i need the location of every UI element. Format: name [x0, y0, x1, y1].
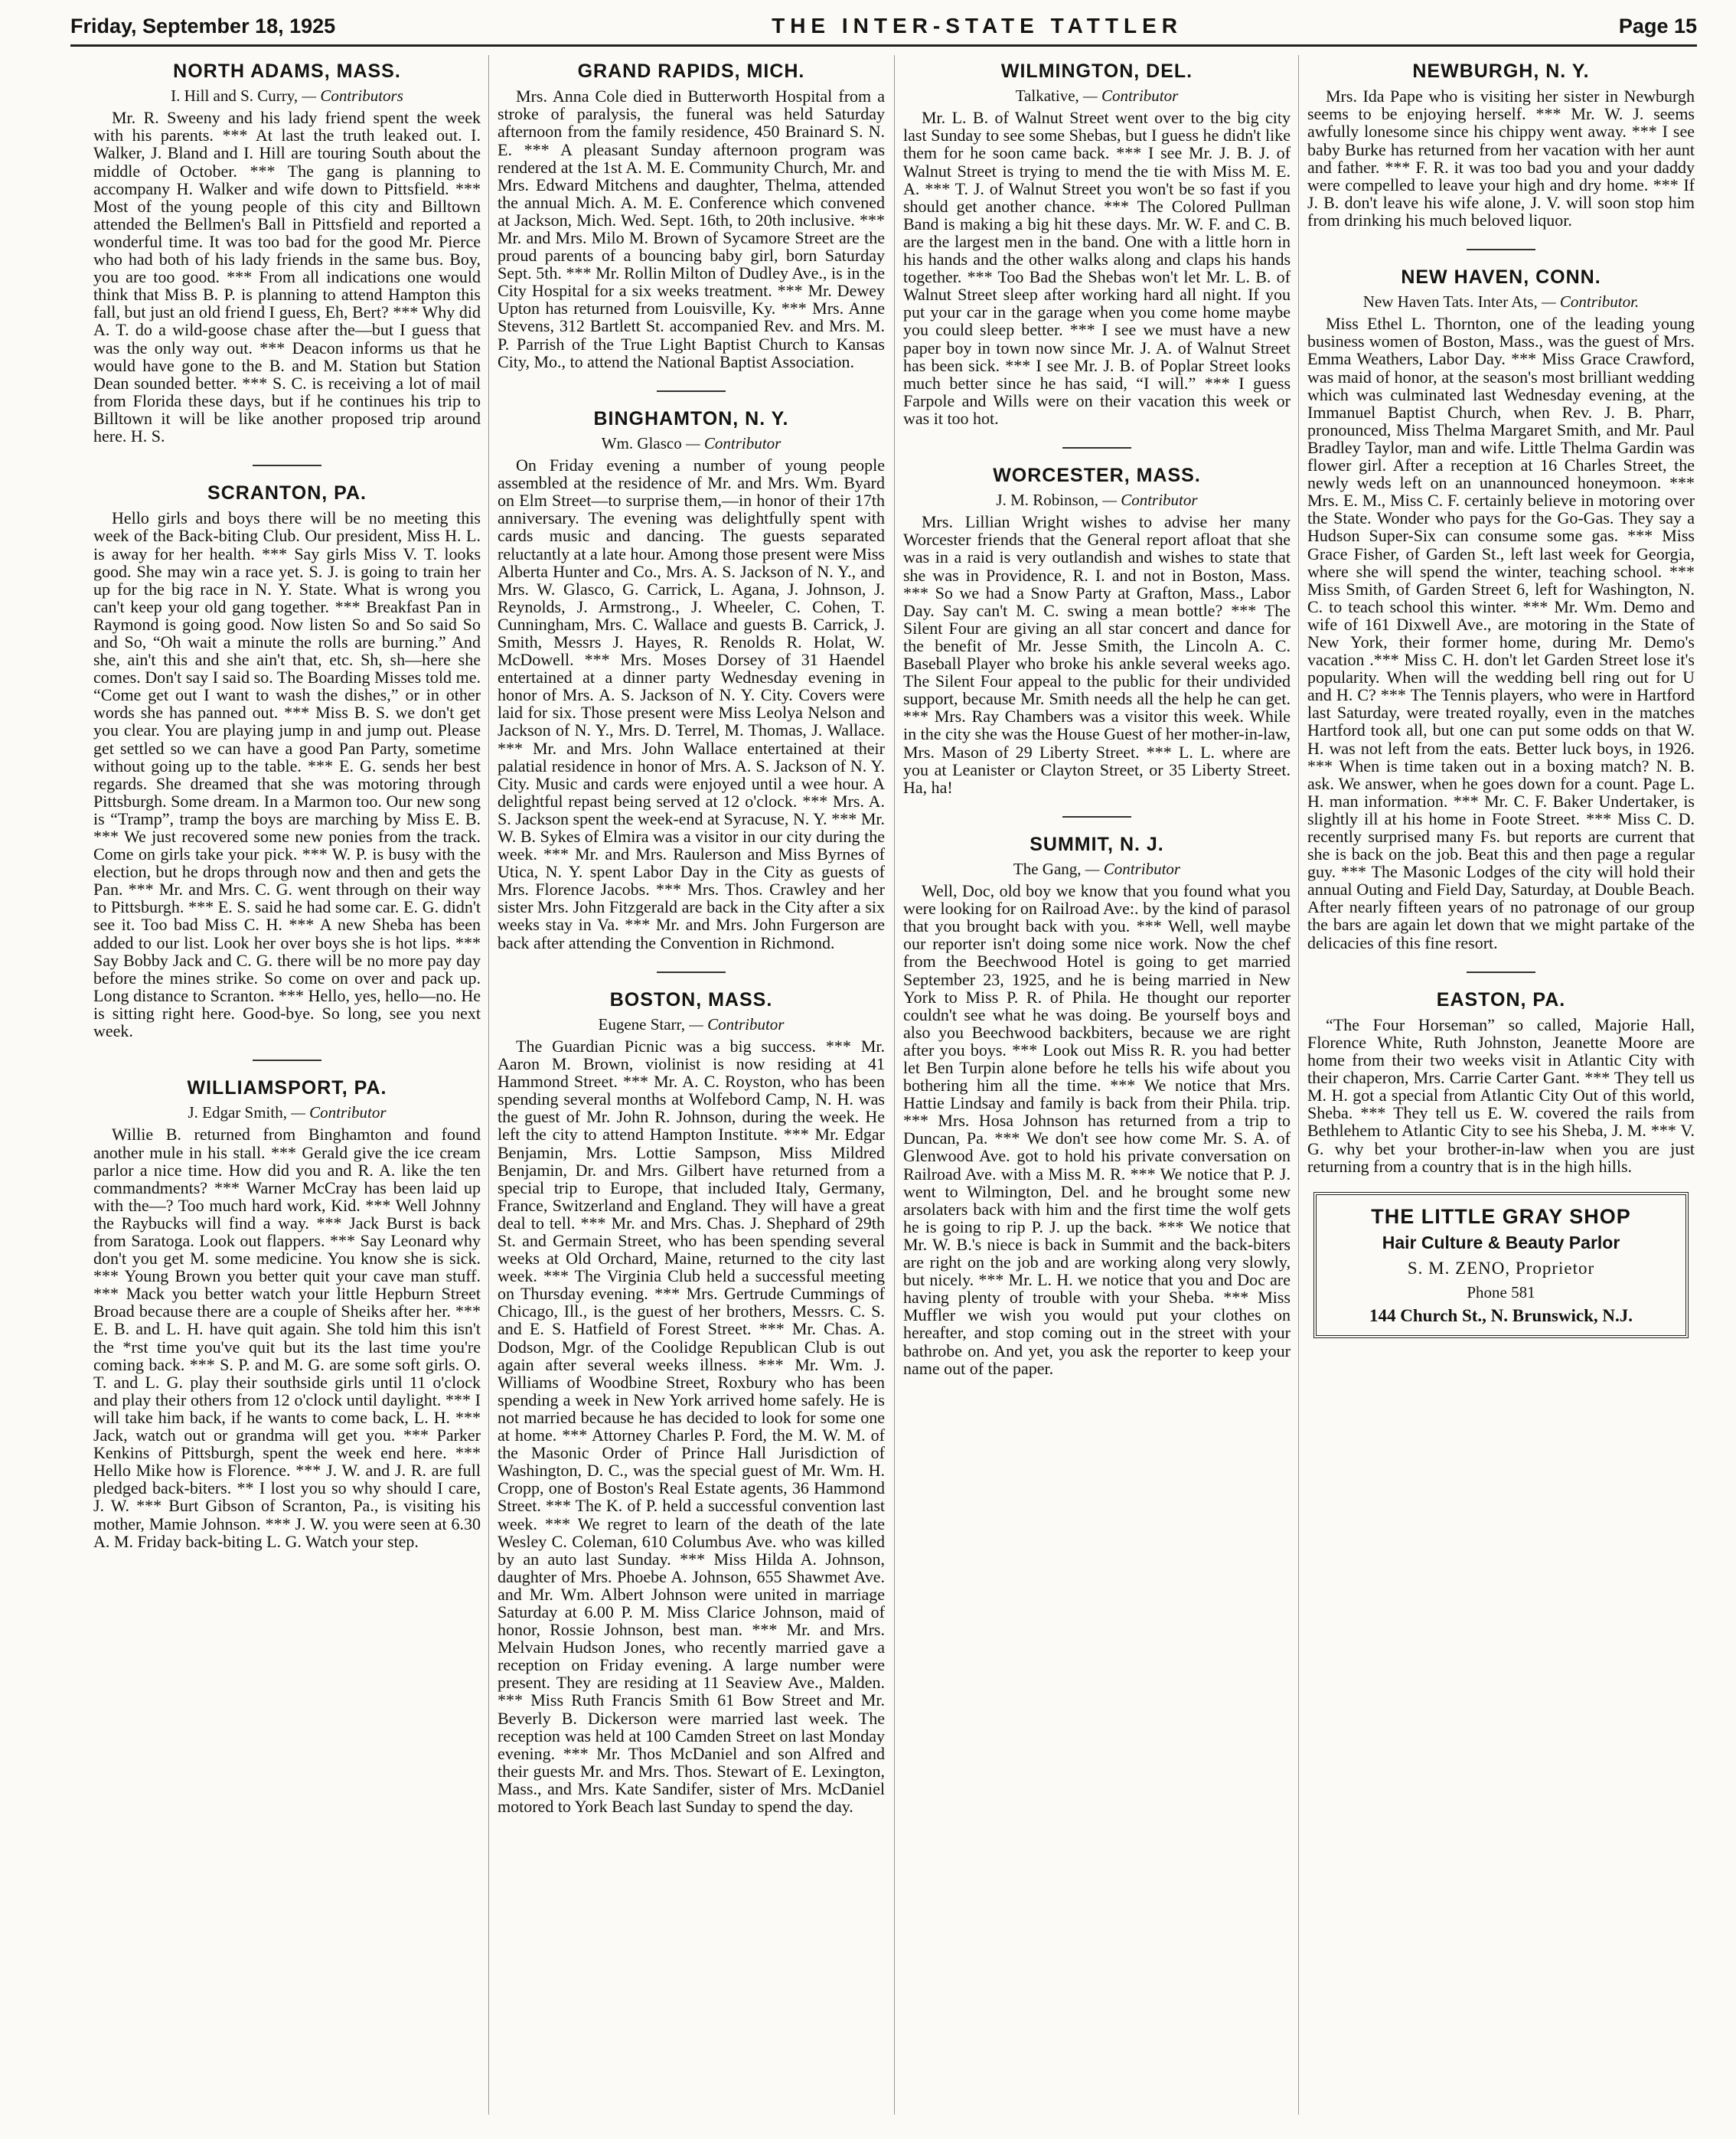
column-rule [1298, 55, 1299, 2115]
article-heading: NORTH ADAMS, MASS. [173, 60, 401, 82]
article-byline: The Gang, — Contributor [1013, 860, 1181, 879]
article-divider [1062, 447, 1131, 449]
column-rule [488, 55, 489, 2115]
article-heading: SUMMIT, N. J. [1030, 833, 1164, 855]
ad-business-type: Hair Culture & Beauty Parlor [1382, 1233, 1620, 1253]
article-divider [1467, 972, 1535, 973]
column-2 [498, 55, 885, 2115]
article-heading: WILMINGTON, DEL. [1000, 60, 1193, 82]
article-byline: Wm. Glasco — Contributor [601, 434, 782, 452]
article-heading: NEW HAVEN, CONN. [1401, 266, 1601, 288]
article-body: Willie B. returned from Binghamton and found another mule in his stall. *** Gerald give the ice cream parlor a nice time. How did you and R. A. like the ten commandments? *** Warner McCray has been laid up with the—? Too much hard work, Kid. *** Well Johnny the Raybucks will find a way. *** Jack Burst is back from Saratoga. Look out flappers. *** Say Leonard why don't you get M. some medicine. You know she is sick. *** Young Brown you better quit your cave man stuff. *** Mack you better watch your little Hepburn Street Broad because there are a couple of Sheiks after her. *** E. B. and L. H. have quit again. She told him this isn't the *rst time you've quit but its the last time you're coming back. *** S. P. and M. G. are some soft girls. O. T. and L. G. play their southside girls until 11 o'clock and play their others from 12 o'clock until daylight. *** I will take him back, if he wants to come back, L. H. *** Jack, watch out or grandma will get you. *** Parker Kenkins of Pittsburgh, spent the week end here. *** Hello Mike how is Florence. *** J. W. and J. R. are full pledged back-biters. ** I lost you so why should I care, J. W. *** Burt Gibson of Scranton, Pa., is visiting his mother, Mamie Johnson. *** J. W. you were seen at 6.30 A. M. Friday back-biting L. G. Watch your step. [93, 1125, 481, 1551]
article-divider [657, 390, 726, 392]
article-easton [1307, 990, 1695, 1175]
advertisement-box [1313, 1192, 1689, 1338]
article-byline: Talkative, — Contributor [1015, 87, 1179, 106]
article-new-haven [1307, 267, 1695, 952]
column-rule [894, 55, 895, 2115]
article-heading: NEWBURGH, N. Y. [1412, 60, 1590, 82]
column-1 [93, 55, 481, 2115]
article-body: Mr. R. Sweeny and his lady friend spent the week with his parents. *** At last the truth leaked out. I. Walker, J. Bland and I. Hill are touring South about the middle of October. *** The gang is planning to accompany H. Walker and wife down to Pittsfield. *** Most of the young people of this city and Billtown attended the Bellmen's Ball in Pittsfield and reported a wonderful time. It was too bad for the good Mr. Pierce who had both of his lady friends in the same bus. Boy, you are too good. *** From all indications one would think that Miss B. P. is planning to attend Hampton this fall, but just an old friend I guess, Eh, Bert? *** Why did A. T. do a wild-goose chase after the—but I guess that was the only way out. *** Deacon informs us that he would have gone to the B. and M. Station but Station Dean sounded better. *** S. C. is receiving a lot of mail from Florida these days, but if he continues his trip to Billtown it will be like another proposed trip around here. H. S. [93, 108, 481, 446]
article-byline: J. M. Robinson, — Contributor [996, 491, 1198, 510]
article-divider [1467, 249, 1535, 250]
paper-name: THE INTER-STATE TATTLER [772, 14, 1183, 38]
article-williamsport [93, 1078, 481, 1550]
issue-date: Friday, September 18, 1925 [70, 14, 336, 38]
column-3 [903, 55, 1291, 2115]
article-body: “The Four Horseman” so called, Majorie Hall, Florence White, Ruth Johnston, Jeanette Moore are home from their two weeks visit in Atlantic City with their chaperon, Mrs. Carrie Carter Gant. *** They tell us M. H. got a special from Atlantic City Out of this world, Sheba. *** They tell us E. W. covered the rails from Bethlehem to Atlantic City to see his Sheba, J. M. *** V. G. why bet your brother-in-law when you are just returning from a country that is in the high hills. [1307, 1014, 1695, 1176]
ad-address: 144 Church St., N. Brunswick, N.J. [1369, 1306, 1633, 1326]
article-wilmington [903, 61, 1291, 427]
article-body: Well, Doc, old boy we know that you found what you were looking for on Railroad Ave:. by the kind of parasol that you brought back with you. *** Well, well maybe our reporter isn't doing some nice work. Now the chef from the Beechwood Hotel is going to get married September 23, 1925, and he is being married in New York to Miss P. R. of Phila. He thought our reporter couldn't see what he was doing. Be yourself boys and also you Beechwood backbiters, because we are right after you boys. *** Look out Miss R. R. you had better let Ben Turpin alone before he tells his wife about you bothering him all the time. *** We notice that Mrs. Hattie Lindsay and family is back from their Phila. trip. *** Mrs. Hosa Johnson has returned from a trip to Duncan, Pa. *** We don't see how come Mr. S. A. of Glenwood Ave. got to hold his private conversation on Railroad Ave. with a Miss M. R. *** We notice that P. J. went to Wilmington, Del. and he brought some new arsolaters back with him and the first time the wolf gets he is going to rip P. J. up the back. *** We notice that Mr. W. B.'s niece is back in Summit and the back-biters are right on the job and are working along very slowly, but nicely. *** Mr. L. H. we notice that you and Doc are having plenty of trouble with your Sheba. *** Miss Muffler we wish you would put your clothes on hereafter, and stop coming out in the street with your bathrobe on. And yet, you ask the reporter to keep your name out of the paper. [903, 881, 1291, 1378]
article-body: Hello girls and boys there will be no meeting this week of the Back-biting Club. Our president, Miss H. L. is away for her health. *** Say girls Miss V. T. looks good. She may win a race yet. S. J. is going to train her up for the big race in N. Y. State. What is wrong you can't keep your old gang together. *** Breakfast Pan in Raymond is going good. Now listen So and So said So and So, “Oh wait a minute the rolls are burning.” And she, ain't this and she ain't that, etc. Sh, sh—here she comes. Don't say I said so. The Boarding Misses told me. “Come get out I want to wash the dishes,” or in other words she has panned out. *** Miss B. S. we don't get you clear. You are playing jump in and jump out. Please get settled so we can have a good Pan Party, sometime without going up to the table. *** E. G. sends her best regards. She dreamed that she was motoring through Pittsburgh. Some dream. In a Marmon too. Our new song is “Tramp”, tramp the boys are marching by Miss E. B. *** We just recovered some new ponies from the track. Come on girls take your pick. *** W. P. is busy with the election, but he drops through now and then and gets the Pan. *** Mr. and Mrs. C. G. went through on their way to Pittsburgh. *** E. S. said he had some car. E. G. didn't see it. Too bad Miss C. H. *** A new Sheba has been added to our list. Look her over boys she is hot lips. *** Say Bobby Jack and C. G. there will be no more pay day before the mines strike. So come on over and pack up. Long distance to Scranton. *** Hello, yes, hello—no. He is sitting right here. Good-bye. So long, see you next week. [93, 508, 481, 1041]
article-grand-rapids [498, 61, 885, 371]
article-heading: BOSTON, MASS. [609, 988, 773, 1011]
article-divider [253, 465, 321, 466]
article-divider [657, 972, 726, 973]
article-body: Mr. L. B. of Walnut Street went over to the big city last Sunday to see some Shebas, but I guess he didn't like them for he soon came back. *** I see Mr. J. B. J. of Walnut Street is trying to mend the tie with Miss M. E. A. *** T. J. of Walnut Street you won't be so fast if you should get another chance. *** The Colored Pullman Band is making a big hit these days. Mr. W. F. and C. B. are the largest men in the band. One with a little horn in his hands and the other walks along and claps his hands together. *** Too Bad the Shebas won't let Mr. L. B. of Walnut Street sleep after working hard all night. If you put your car in the garage when you come home maybe you could sleep better. *** I see we must have a new paper boy in town now since Mr. J. A. of Walnut Street has been sick. *** I see Mr. J. B. of Poplar Street looks much better since he has said, “I will.” *** I guess Farpole and Wills were on their vacation this week or was it too hot. [903, 108, 1291, 428]
article-heading: WORCESTER, MASS. [993, 464, 1201, 486]
article-worcester [903, 465, 1291, 796]
article-body: Mrs. Ida Pape who is visiting her sister in Newburgh seems to be enjoying herself. *** Mr. W. J. seems awfully lonesome since his chippy went away. *** I see baby Burke has returned from her vacation with her aunt and father. *** F. R. it was too bad you and your daddy were compelled to leave your high and dry home. *** If J. B. don't leave his wife alone, J. V. will soon stop him from drinking his much beloved liquor. [1307, 87, 1695, 230]
article-body: Miss Ethel L. Thornton, one of the leading young business women of Boston, Mass., was the guest of Mrs. Emma Weathers, Labor Day. *** Miss Grace Crawford, was maid of honor, at the season's most brilliant wedding which was culminated last Wednesday evening, at the Immanuel Baptist Church, when Rev. J. B. Pharr, pronounced, Miss Thelma Margaret Smith, and Mr. Paul Bradley Taylor, man and wife. Little Thelma Gardin was flower girl. After a reception at 16 Charles Street, the newly weds left on an unannounced honeymoon. *** Mrs. E. M., Miss C. F. certainly believe in motoring over the State. Wonder who pays for the Go-Gas. They say a Hudson Super-Six can consume some gas. *** Miss Grace Fisher, of Garden St., left last week for Georgia, where she will spend the winter, teaching school. *** Miss Smith, of Garden Street 6, left for Washington, N. C. to teach school this winter. *** Mr. Wm. Demo and wife of 161 Dixwell Ave., are motoring in the State of New York, their former home, during Mr. Demo's vacation .*** Miss C. H. don't let Garden Street lose it's popularity. When will the wedding bell ring out for U and H. C? *** The Tennis players, who were in Hartford last Saturday, were treated royally, even in the matches Hartford took all, but one can put some odds on that W. H. was not left from the eats. Better luck boys, in 1926. *** When is time taken out in a boxing match? N. B. ask. We answer, when he goes down for a count. Page L. H. man information. *** Mr. C. F. Baker Undertaker, is slightly ill at his home in Foote Street. *** Miss C. D. recently surprised many Fs. but reports are current that she is back on the job. Beat this and then page a regular guy. *** The Masonic Lodges of the city will hold their annual Outing and Field Day, Saturday, at Double Beach. After nearly fifteen years of no patronage of our group the bars are again let down that we might partake of the delicacies of this fine resort. [1307, 314, 1695, 952]
article-heading: SCRANTON, PA. [207, 482, 367, 505]
article-body: Mrs. Lillian Wright wishes to advise her many Worcester friends that the General report afloat that she was in a raid is very outlandish and wishes to state that she was in Providence, R. I. and not in Boston, Mass. *** So we had a Snow Party at Grafton, Mass., Labor Day. Say can't M. C. swing a mean bottle? *** The Silent Four are giving an all star concert and dance for the benefit of Mr. Jesse Smith, the Lincoln A. C. Baseball Player who broke his ankle several weeks ago. The Silent Four appeal to the public for their undivided support, because Mr. Smith needs all the help he can get. *** Mrs. Ray Chambers was a visitor this week. While in the city she was the House Guest of her mother-in-law, Mrs. Mason of 29 Liberty Street. *** L. L. where are you at Leanister or Clayton Street, or 35 Liberty Street. Ha, ha! [903, 512, 1291, 797]
article-byline: J. Edgar Smith, — Contributor [188, 1103, 387, 1122]
article-summit [903, 834, 1291, 1377]
article-byline: Eugene Starr, — Contributor [598, 1014, 785, 1034]
article-divider [1062, 816, 1131, 818]
article-north-adams [93, 61, 481, 445]
article-heading: GRAND RAPIDS, MICH. [577, 60, 805, 82]
article-binghamton [498, 409, 885, 952]
article-body: Mrs. Anna Cole died in Butterworth Hospital from a stroke of paralysis, the funeral was held Saturday afternoon from the family residence, 450 Brainard S. N. E. *** A pleasant Sunday afternoon program was rendered at the 1st A. M. E. Community Church, Mr. and Mrs. Edward Mitchens and daughter, Thelma, attended the annual Mich. A. M. E. Conference which convened at Jackson, Mich. Wed. Sept. 16th, to 20th inclusive. *** Mr. and Mrs. Milo M. Brown of Sycamore Street are the proud parents of a bouncing baby girl, born Saturday Sept. 5th. *** Mr. Rollin Milton of Dudley Ave., is in the City Hospital for a six weeks treatment. *** Mr. Dewey Upton has returned from Louisville, Ky. *** Mrs. Anne Stevens, 312 Bartlett St. accompanied Rev. and Mrs. M. P. Parrish of the True Light Baptist Church to Kansas City, Mo., to attend the National Baptist Association. [498, 87, 885, 371]
ad-phone: Phone 581 [1467, 1283, 1535, 1302]
masthead [70, 11, 1697, 41]
masthead-rule [70, 44, 1697, 47]
page-number: Page 15 [1618, 14, 1697, 38]
article-scranton [93, 483, 481, 1040]
article-heading: EASTON, PA. [1436, 988, 1566, 1011]
article-boston [498, 990, 885, 1815]
article-body: The Guardian Picnic was a big success. *** Mr. Aaron M. Brown, violinist is now residing at 41 Hammond Street. *** Mr. A. C. Royston, who has been spending several months at Wolfebord Camp, N. H. was the guest of Mr. John R. Johnson, during the week. He left the city to attend Hampton Institute. *** Mr. Edgar Benjamin, Mrs. Lottie Sampson, Miss Mildred Benjamin, Dr. and Mrs. Gilbert have returned from a special trip to Europe, that included Italy, Germany, France, Switzerland and England. They will have a great deal to tell. *** Mr. and Mrs. Chas. J. Shephard of 29th St. and Germain Street, who has been spending several weeks at Old Orchard, Maine, returned to the city last week. *** The Virginia Club held a successful meeting on Thursday evening. *** Mrs. Gertrude Cummings of Chicago, Ill., is the guest of her brothers, Messrs. C. S. and E. S. Hatfield of Forest Street. *** Mr. Chas. A. Dodson, Mgr. of the Coolidge Republican Club is out again after several weeks illness. *** Mr. Wm. J. Williams of Woodbine Street, Roxbury who has been spending a week in New York arrived home safely. He is not married because he has decided to look for some one at home. *** Attorney Charles P. Ford, the M. W. M. of the Masonic Order of Prince Hall Jurisdiction of Washington, D. C., was the special guest of Mr. Wm. H. Cropp, one of Boston's Real Estate agents, 36 Hammond Street. *** The K. of P. held a successful convention last week. *** We regret to learn of the death of the late Wesley C. Coleman, 610 Columbus Ave. who was killed by an auto last Sunday. *** Miss Hilda A. Johnson, daughter of Mrs. Phoebe A. Johnson, 655 Shawmet Ave. and Mr. Wm. Albert Johnson were united in marriage Saturday at 6.00 P. M. Miss Clarice Johnson, maid of honor, Rossie Johnson, best man. *** Mr. and Mrs. Melvain Hudson Jones, who recently married gave a reception on Friday evening. A large number were present. They are residing at 11 Seaview Ave., Malden. *** Miss Ruth Francis Smith 61 Bow Street and Mr. Beverly B. Dickerson were married last week. The reception was held at 100 Camden Street on last Monday evening. *** Mr. Thos McDaniel and son Alfred and their guests Mr. and Mrs. Thos. Stewart of E. Lexington, Mass., and Mrs. Kate Sandifer, sister of Mrs. McDaniel motored to York Beach last Sunday to spend the day. [498, 1036, 885, 1816]
ad-proprietor: S. M. ZENO, Proprietor [1407, 1259, 1595, 1279]
article-byline: I. Hill and S. Curry, — Contributors [171, 87, 403, 106]
ad-shop-name: THE LITTLE GRAY SHOP [1371, 1204, 1631, 1228]
article-newburgh [1307, 61, 1695, 229]
article-heading: BINGHAMTON, N. Y. [593, 407, 789, 429]
article-body: On Friday evening a number of young people assembled at the residence of Mr. and Mrs. Wm. Byard on Elm Street—to surprise them,—in honor of their 17th anniversary. The evening was delightfully spent with cards music and dancing. The guests separated reluctantly at a late hour. Among those present were Miss Alberta Hunter and Co., Mrs. A. S. Jackson of N. Y., and Mrs. W. Glasco, G. Carrick, L. Agana, J. Johnson, J. Reynolds, J. Armstrong., J. Wheeler, C. Cohen, T. Cunningham, Mrs. C. Wallace and guests B. Carrick, J. Smith, Messrs J. Hayes, R. Renolds R. Holat, W. McDowell. *** Mrs. Moses Dorsey of 31 Haendel entertained at a dinner party Wednesday evening in honor of Mrs. A. S. Jackson of N. Y. City. Covers were laid for six. Those present were Miss Leolya Nelson and Jackson of N. Y., Mrs. D. Terrel, M. Thomas, J. Wallace. *** Mr. and Mrs. John Wallace entertained at their palatial residence in honor of Mrs. A. S. Jackson of N. Y. City. Music and cards were enjoyed until a wee hour. A delightful repast being served at 12 o'clock. *** Mrs. A. S. Jackson spent the week-end at Syracuse, N. Y. *** Mr. W. B. Sykes of Elmira was a visitor in our city during the week. *** Mr. and Mrs. Raulerson and Miss Byrnes of Utica, N. Y. spent Labor Day in the City as guests of Mrs. Florence Jacobs. *** Mrs. Thos. Crawley and her sister Mrs. John Fitzgerald are back in the City after a six weeks stay in Va. *** Mr. and Mrs. John Furgerson are back after attending the Convention in Richmond. [498, 456, 885, 952]
article-heading: WILLIAMSPORT, PA. [187, 1077, 387, 1099]
column-4 [1307, 55, 1695, 2115]
article-divider [253, 1060, 321, 1061]
article-byline: New Haven Tats. Inter Ats, — Contributor. [1362, 292, 1640, 312]
